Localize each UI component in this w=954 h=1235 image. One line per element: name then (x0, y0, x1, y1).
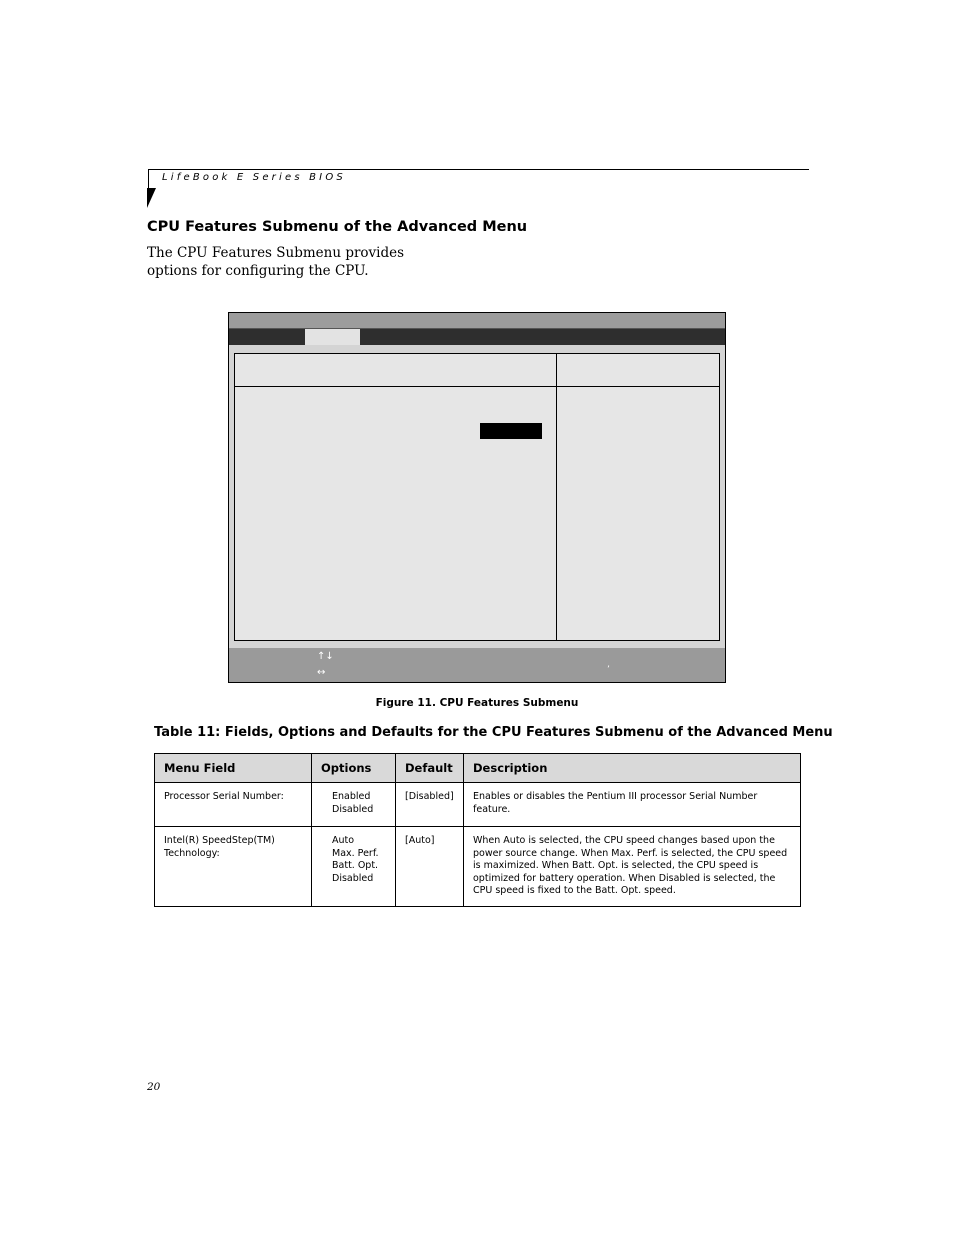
cell-description: Enables or disables the Pentium III processor Serial Number feature. (464, 783, 801, 827)
table-row (155, 783, 801, 827)
header-vertical-rule (148, 169, 149, 188)
cell-menu-field: Processor Serial Number: (155, 783, 312, 827)
bios-help-panel (556, 387, 720, 641)
table-title: Table 11: Fields, Options and Defaults for the CPU Features Submenu of the Advanced Menu (154, 725, 833, 740)
option-value: Max. Perf. (332, 847, 379, 859)
cell-default: [Auto] (396, 827, 464, 907)
bios-main-panel-header (234, 353, 556, 387)
up-down-arrow-icon: ↑↓ (317, 651, 334, 662)
column-header-options: Options (312, 754, 396, 783)
header-wedge (147, 188, 156, 208)
table-header-row (155, 754, 801, 783)
option-value: Auto (332, 835, 355, 846)
bios-screenshot (228, 312, 726, 683)
table-row (155, 827, 801, 907)
bios-help-panel-header (556, 353, 720, 387)
option-value: Disabled (332, 872, 374, 884)
cell-options (312, 827, 396, 907)
option-value: Disabled (332, 803, 374, 815)
cell-description: When Auto is selected, the CPU speed changes based upon the power source change. When Max. Perf. is selected, the CPU speed is maximized. When Batt. Opt. is selected, the CPU speed is optimized for battery operation. When Disabled is selected, the CPU speed is fixed to the Batt. Opt. speed. (464, 827, 801, 907)
header-rule (148, 169, 809, 170)
column-header-default: Default (396, 754, 464, 783)
bios-menu-tab-active (305, 329, 360, 345)
column-header-description: Description (464, 754, 801, 783)
figure-caption: Figure 11. CPU Features Submenu (375, 697, 579, 709)
option-value: Batt. Opt. (332, 860, 379, 871)
intro-paragraph: The CPU Features Submenu provides options for configuring the CPU. (147, 245, 405, 279)
tick-mark-icon: ’ (607, 665, 610, 675)
page-number: 20 (147, 1081, 161, 1093)
bios-title-bar (229, 313, 725, 329)
column-header-menu-field: Menu Field (155, 754, 312, 783)
cell-options (312, 783, 396, 827)
section-title: CPU Features Submenu of the Advanced Menu (147, 219, 528, 235)
fields-options-table (154, 753, 801, 907)
bios-menu-bar (229, 329, 725, 345)
bios-status-bar (229, 648, 725, 682)
running-header: LifeBook E Series BIOS (162, 172, 346, 183)
left-right-arrow-icon: ↔ (317, 667, 326, 678)
cell-menu-field: Intel(R) SpeedStep(TM) Technology: (155, 827, 312, 907)
cell-default: [Disabled] (396, 783, 464, 827)
option-value: Enabled (332, 791, 371, 802)
bios-selected-field (480, 423, 542, 439)
